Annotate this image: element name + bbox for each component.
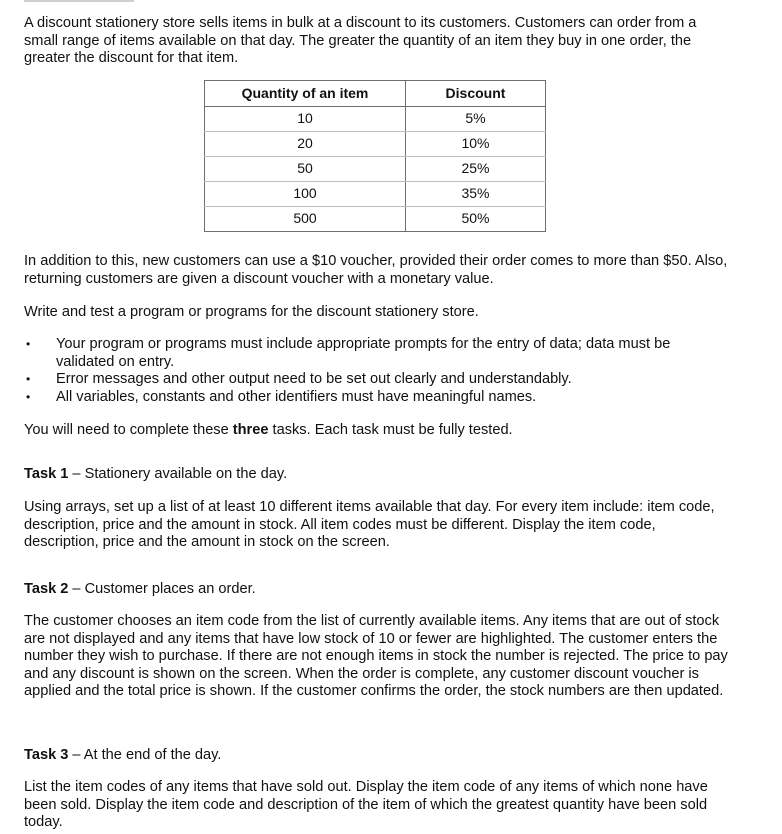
requirement-text: All variables, constants and other identifiers must have meaningful names. — [56, 388, 537, 405]
bullet-icon: • — [26, 372, 31, 387]
write-test-paragraph: Write and test a program or programs for the discount stationery store. — [24, 304, 479, 320]
table-row — [205, 207, 546, 232]
tasks-intro-before: You will need to complete these — [24, 422, 233, 438]
discount-cell: 50% — [406, 207, 546, 232]
list-item — [24, 389, 730, 407]
discount-cell: 10% — [406, 132, 546, 157]
tasks-intro-after: tasks. Each task must be fully tested. — [268, 422, 513, 438]
table-header-row — [205, 81, 546, 107]
task-label: Task 1 — [24, 466, 69, 482]
additional-paragraph: In addition to this, new customers can use a $10 voucher, provided their order comes to more than $50. Also, returning customers are given a discount voucher with a monetary value. — [24, 253, 728, 287]
task-title: – At the end of the day. — [68, 747, 222, 763]
task-3-heading — [24, 747, 221, 765]
header-discount: Discount — [406, 81, 546, 107]
quantity-cell: 50 — [205, 157, 406, 182]
intro-paragraph: A discount stationery store sells items in bulk at a discount to its customers. Customers can order from a small range of items available on that day. The greater the quantity of an item they buy in one order, the greater the discount for that item. — [24, 15, 697, 67]
table-row — [205, 132, 546, 157]
discount-table — [204, 80, 546, 232]
quantity-cell: 20 — [205, 132, 406, 157]
task-3-body: List the item codes of any items that have sold out. Display the item code of any items of which none have been sold. Display the item code and description of the item of which the greatest quantity have been sold today. — [24, 779, 708, 831]
header-quantity: Quantity of an item — [205, 81, 406, 107]
table-row — [205, 157, 546, 182]
table-row — [205, 182, 546, 207]
quantity-cell: 500 — [205, 207, 406, 232]
task-title: – Customer places an order. — [68, 581, 256, 597]
quantity-cell: 10 — [205, 107, 406, 132]
top-rule — [24, 0, 134, 2]
discount-cell: 25% — [406, 157, 546, 182]
task-title: – Stationery available on the day. — [68, 466, 288, 482]
requirements-list — [24, 336, 730, 406]
bullet-icon: • — [26, 389, 31, 404]
task-1-heading — [24, 466, 287, 484]
requirement-text: Error messages and other output need to be set out clearly and understandably. — [56, 371, 572, 388]
bullet-icon: • — [26, 337, 31, 351]
task-2-body: The customer chooses an item code from the list of currently available items. Any items that are out of stock are not displayed and any items that have low stock of 10 or fewer are highlighted. The customer enters the number they wish to purchase. If there are not enough items in stock the number is rejected. The price to pay and any discount is shown on the screen. When the order is complete, any customer discount voucher is applied and the total price is shown. If the customer confirms the order, the stock numbers are then updated. — [24, 613, 728, 700]
tasks-intro — [24, 422, 513, 440]
requirement-text: Your program or programs must include appropriate prompts for the entry of data; data must be validated on entry. — [56, 336, 671, 370]
table-row — [205, 107, 546, 132]
list-item — [24, 371, 730, 389]
discount-cell: 5% — [406, 107, 546, 132]
task-label: Task 2 — [24, 581, 69, 597]
quantity-cell: 100 — [205, 182, 406, 207]
task-2-heading — [24, 581, 256, 599]
task-label: Task 3 — [24, 747, 69, 763]
discount-cell: 35% — [406, 182, 546, 207]
list-item — [24, 336, 730, 371]
task-1-body: Using arrays, set up a list of at least 10 different items available that day. For every item include: item code, description, price and the amount in stock. All item codes must be different. Display the item code, description, price and the amount in stock on the screen. — [24, 499, 715, 551]
tasks-intro-bold: three — [232, 422, 269, 438]
